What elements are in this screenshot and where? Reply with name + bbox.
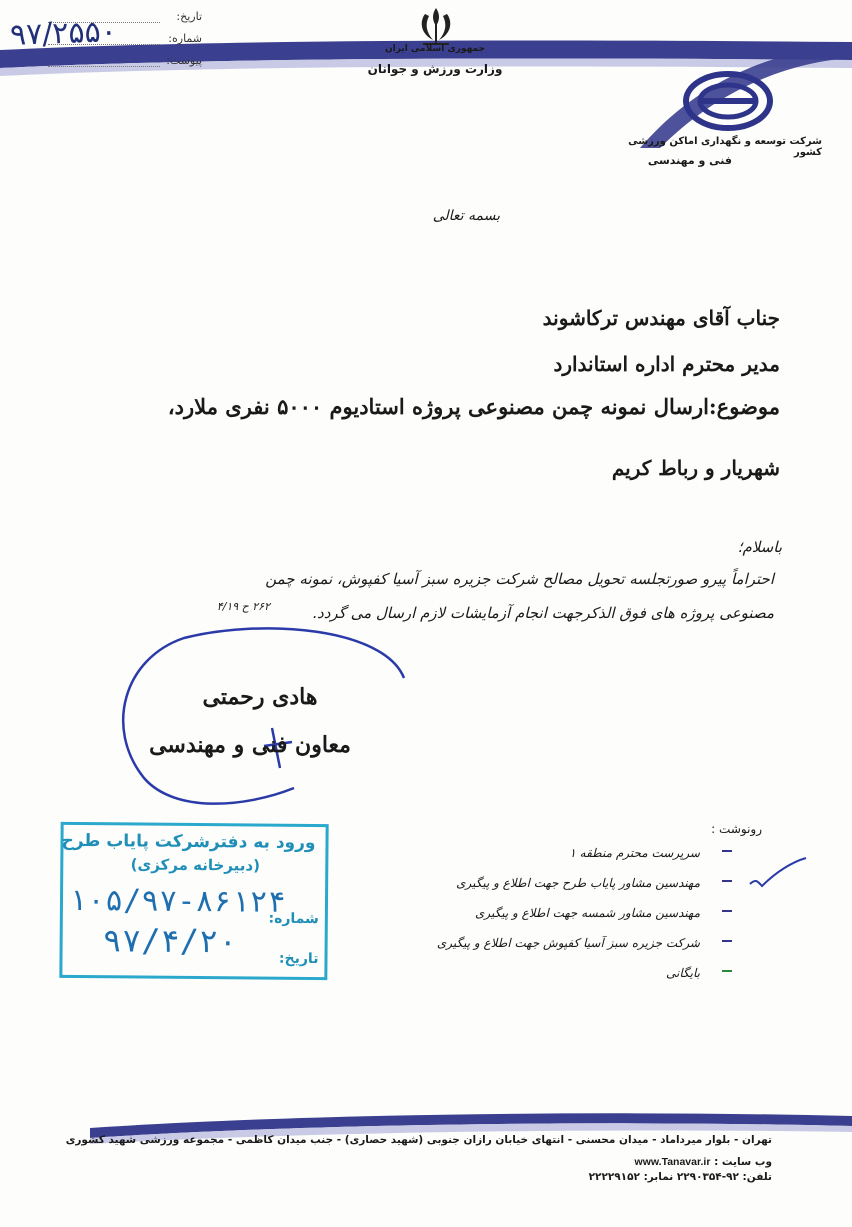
stamp-number-value: ۱۰۵/۹۷-۸۶۱۲۴ bbox=[68, 882, 286, 920]
cc-dash bbox=[722, 940, 732, 942]
cc-dash bbox=[722, 850, 732, 852]
stamp-number-label: شماره: bbox=[268, 910, 319, 928]
attachment-row bbox=[8, 52, 208, 74]
attachment-line bbox=[48, 66, 160, 67]
website-label: وب سایت : bbox=[714, 1156, 772, 1168]
department-name: فنی و مهندسی bbox=[647, 154, 732, 167]
website-link[interactable]: www.Tanavar.ir bbox=[634, 1156, 711, 1168]
cc-item: مهندسین مشاور پایاب طرح جهت اطلاع و پیگیری bbox=[380, 872, 740, 902]
ministry-name: وزارت ورزش و جوانان bbox=[367, 62, 503, 76]
cc-item: سرپرست محترم منطقه ۱ bbox=[380, 842, 740, 872]
company-logo-icon bbox=[682, 70, 774, 132]
reception-stamp bbox=[59, 822, 328, 980]
cc-dash bbox=[722, 970, 732, 972]
iran-emblem-icon bbox=[411, 4, 461, 48]
attachment-label: پیوست: bbox=[166, 54, 202, 67]
signature-scribble bbox=[104, 618, 414, 808]
footer-address: تهران - بلوار میرداماد - میدان محسنی - انتهای خیابان رازان جنوبی (شهید حصاری) - جنب میدان کاظمی - مجموعه ورزشی شهید کشوری bbox=[65, 1134, 772, 1146]
signatory-title: معاون فنی و مهندسی bbox=[149, 732, 351, 758]
subject-line-2: شهریار و رباط کریم bbox=[611, 456, 780, 480]
footer-band bbox=[0, 1108, 852, 1158]
greeting: باسلام؛ bbox=[737, 538, 782, 556]
cc-list bbox=[380, 842, 740, 992]
subject-line-1: موضوع:ارسال نمونه چمن مصنوعی پروژه استادیوم ۵۰۰۰ نفری ملارد، bbox=[167, 394, 780, 419]
footer-phone: تلفن: ۹۲-۲۲۹۰۳۵۴ نمابر: ۲۲۲۲۹۱۵۲ bbox=[588, 1171, 772, 1183]
recipient-title: مدیر محترم اداره استاندارد bbox=[553, 352, 780, 376]
signatory-name: هادی رحمتی bbox=[202, 684, 318, 710]
handwritten-letter-number: ۹۷/۲۵۵۰ bbox=[9, 14, 118, 53]
stamp-date-label: تاریخ: bbox=[278, 950, 319, 968]
check-mark-icon bbox=[742, 848, 812, 898]
cc-item: شرکت جزیره سبز آسیا کفپوش جهت اطلاع و پیگیری bbox=[380, 932, 740, 962]
invocation: بسمه تعالی bbox=[432, 208, 500, 224]
stamp-heading: ورود به دفترشرکت پایاب طرح bbox=[61, 830, 316, 854]
body-line-2: مصنوعی پروژه های فوق الذکرجهت انجام آزمایشات لازم ارسال می گردد. bbox=[312, 604, 774, 622]
cc-item: مهندسین مشاور شمسه جهت اطلاع و پیگیری bbox=[380, 902, 740, 932]
country-name: جمهوری اسلامی ایران bbox=[384, 44, 486, 54]
letter-body bbox=[84, 566, 774, 626]
cc-dash bbox=[722, 910, 732, 912]
recipient-name: جناب آقای مهندس ترکاشوند bbox=[542, 306, 780, 330]
stamp-date-value: ۹۷/۴/۲۰ bbox=[102, 921, 238, 961]
cc-item: بایگانی bbox=[380, 962, 740, 992]
cc-dash bbox=[722, 880, 732, 882]
number-label: شماره: bbox=[168, 32, 202, 45]
company-name: شرکت توسعه و نگهداری اماکن ورزشی کشور bbox=[628, 136, 822, 158]
handwritten-reference: ۲۶۲ ح ۴/۱۹ bbox=[216, 600, 270, 613]
body-line-1: احتراماً پیرو صورتجلسه تحویل مصالح شرکت جزیره سبز آسیا کفپوش، نمونه چمن bbox=[265, 570, 774, 588]
stamp-subheading: (دبیرخانه مرکزی) bbox=[130, 855, 261, 875]
date-label: تاریخ: bbox=[176, 10, 202, 23]
cc-title: رونوشت : bbox=[711, 822, 762, 836]
footer-website-row bbox=[262, 1156, 772, 1168]
